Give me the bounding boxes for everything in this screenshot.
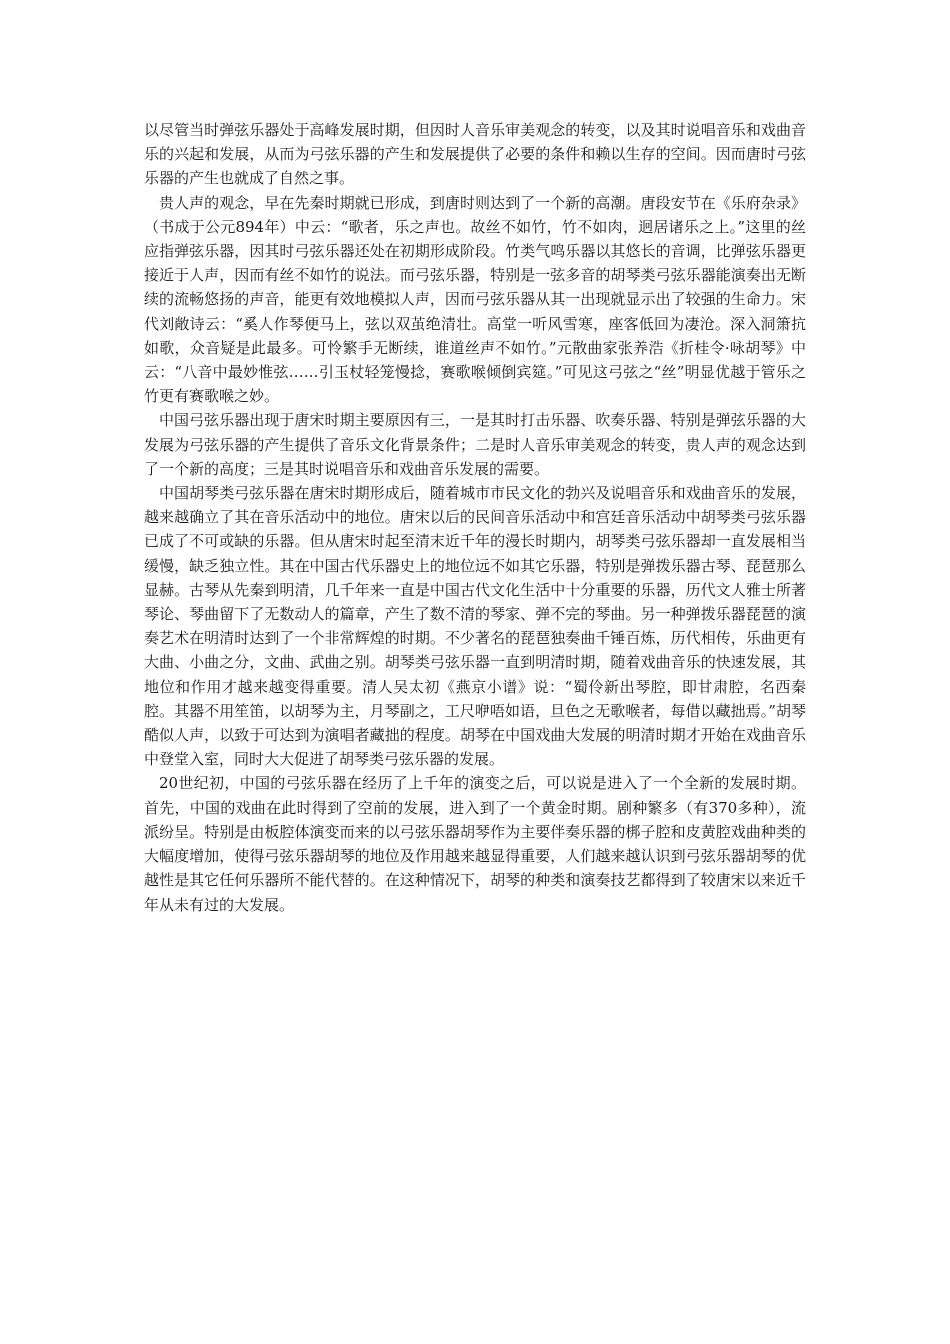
document-page — [144, 118, 806, 917]
paragraph-three-reasons: 中国弓弦乐器出现于唐宋时期主要原因有三，一是其时打击乐器、吹奏乐器、特别是弹弦乐器的大发展为弓弦乐器的产生提供了音乐文化背景条件；二是时人音乐审美观念的转变，贵人声的观念达到了一个新的高度；三是其时说唱音乐和戏曲音乐发展的需要。 — [144, 411, 806, 478]
paragraph-human-voice: 贵人声的观念，早在先秦时期就已形成，到唐时则达到了一个新的高潮。唐段安节在《乐府杂录》（书成于公元894年）中云：“歌者，乐之声也。故丝不如竹，竹不如肉，迥居诸乐之上。”这里的丝应指弹弦乐器，因其时弓弦乐器还处在初期形成阶段。竹类气鸣乐器以其悠长的音调，比弹弦乐器更接近于人声，因而有丝不如竹的说法。而弓弦乐器，特别是一弦多音的胡琴类弓弦乐器能演奏出无断续的流畅悠扬的声音，能更有效地模拟人声，因而弓弦乐器从其一出现就显示出了较强的生命力。宋代刘敞诗云：“奚人作琴便马上，弦以双茧绝清壮。高堂一听风雪寒，座客低回为凄沧。深入洞箫抗如歌，众音疑是此最多。可怜繁手无断续，谁道丝声不如竹。”元散曲家张养浩《折桂令·咏胡琴》中云：“八音中最妙惟弦……引玉杖轻笼慢捻，赛歌喉倾倒宾筵。”可见这弓弦之“丝”明显优越于管乐之竹更有赛歌喉之妙。 — [144, 193, 806, 406]
paragraph-continuation: 以尽管当时弹弦乐器处于高峰发展时期，但因时人音乐审美观念的转变，以及其时说唱音乐和戏曲音乐的兴起和发展，从而为弓弦乐器的产生和发展提供了必要的条件和赖以生存的空间。因而唐时弓弦乐器的产生也就成了自然之事。 — [144, 121, 806, 188]
paragraph-20th-century: 20世纪初，中国的弓弦乐器在经历了上千年的演变之后，可以说是进入了一个全新的发展时期。首先，中国的戏曲在此时得到了空前的发展，进入到了一个黄金时期。剧种繁多（有370多种），流派纷呈。特别是由板腔体演变而来的以弓弦乐器胡琴作为主要伴奏乐器的梆子腔和皮黄腔戏曲种类的大幅度增加，使得弓弦乐器胡琴的地位及作用越来越显得重要，人们越来越认识到弓弦乐器胡琴的优越性是其它任何乐器所不能代替的。在这种情况下，胡琴的种类和演奏技艺都得到了较唐宋以来近千年从未有过的大发展。 — [144, 774, 806, 914]
paragraph-huqin-development: 中国胡琴类弓弦乐器在唐宋时期形成后，随着城市市民文化的勃兴及说唱音乐和戏曲音乐的发展，越来越确立了其在音乐活动中的地位。唐宋以后的民间音乐活动中和宫廷音乐活动中胡琴类弓弦乐器已成了不可或缺的乐器。但从唐宋时起至清末近千年的漫长时期内，胡琴类弓弦乐器却一直发展相当缓慢，缺乏独立性。其在中国古代乐器史上的地位远不如其它乐器，特别是弹拨乐器古琴、琵琶那么显赫。古琴从先秦到明清，几千年来一直是中国古代文化生活中十分重要的乐器，历代文人雅士所著琴论、琴曲留下了无数动人的篇章，产生了数不清的琴家、弹不完的琴曲。另一种弹拨乐器琵琶的演奏艺术在明清时达到了一个非常辉煌的时期。不少著名的琵琶独奏曲千锤百炼，历代相传，乐曲更有大曲、小曲之分，文曲、武曲之别。胡琴类弓弦乐器一直到明清时期，随着戏曲音乐的快速发展，其地位和作用才越来越变得重要。清人吴太初《燕京小谱》说：“蜀伶新出琴腔，即甘肃腔，名西秦腔。其器不用笙笛，以胡琴为主，月琴副之，工尺咿唔如语，旦色之无歌喉者，每借以藏拙焉。”胡琴酷似人声，以致于可达到为演唱者藏拙的程度。胡琴在中国戏曲大发展的明清时期才开始在戏曲音乐中登堂入室，同时大大促进了胡琴类弓弦乐器的发展。 — [144, 484, 806, 769]
